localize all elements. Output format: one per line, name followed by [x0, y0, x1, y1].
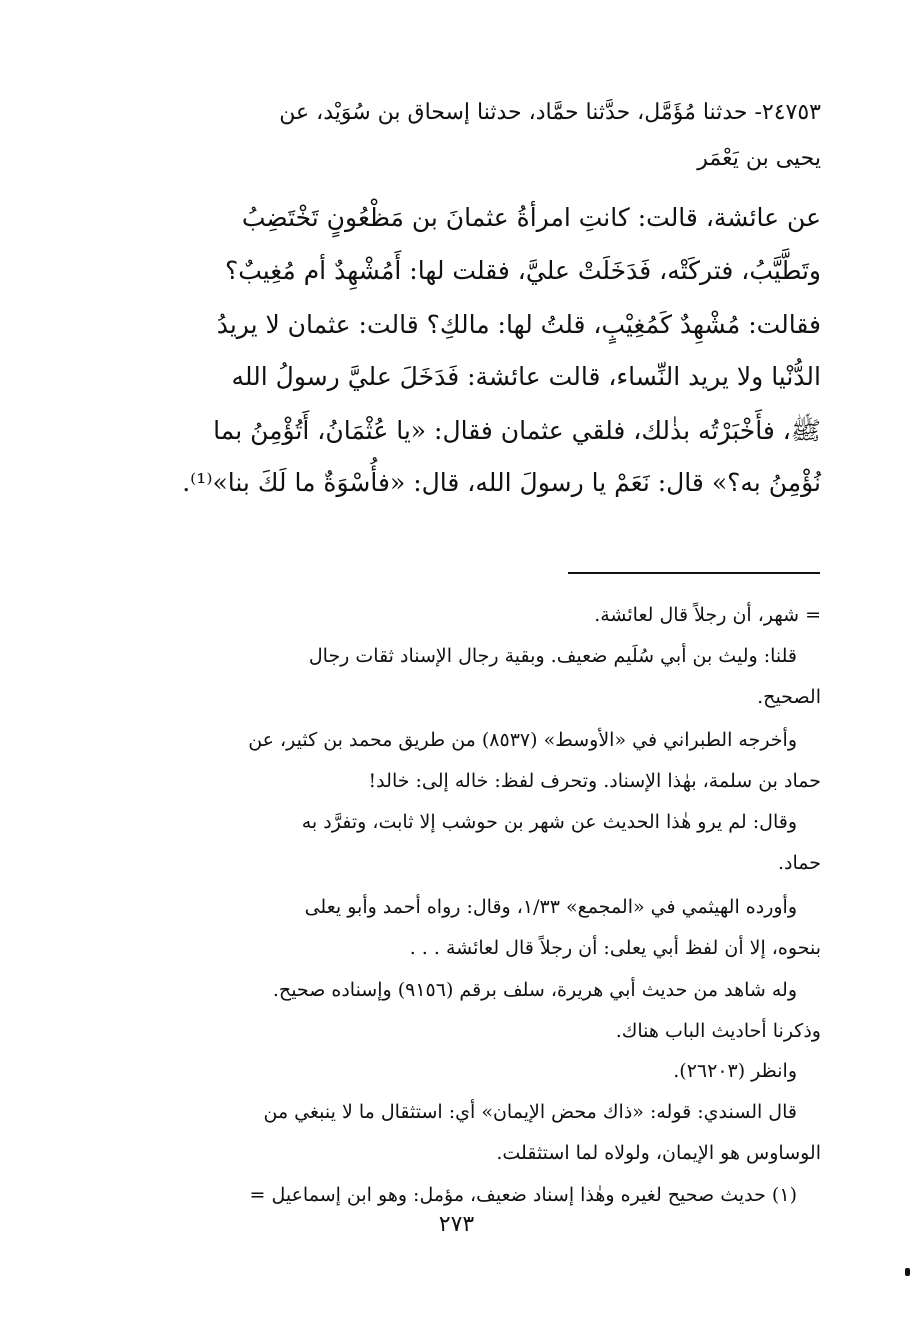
footnote-line: (١) حديث صحيح لغيره وهٰذا إسناد ضعيف، مؤمل: وهو ابن إسماعيل = — [249, 1184, 797, 1206]
footnote-line: وذكرنا أحاديث الباب هناك. — [615, 1020, 821, 1042]
hadith-text-line: فقالت: مُشْهِدٌ كَمُغِيْبٍ، قلتُ لها: مالكِ؟ قالت: عثمان لا يريدُ — [216, 310, 821, 339]
footnote-line: قلنا: وليث بن أبي سُلَيم ضعيف. وبقية رجال الإسناد ثقات رجال — [308, 645, 797, 667]
hadith-text-line: ﷺ، فأَخْبَرْتُه بذٰلك، فلقي عثمان فقال: «يا عُثْمَانُ، أَتُؤْمِنُ بما — [213, 416, 821, 445]
hadith-isnad-line-1: ٢٤٧٥٣- حدثنا مُؤَمَّل، حدَّثنا حمَّاد، حدثنا إسحاق بن سُوَيْد، عن — [279, 100, 821, 125]
footnote-line: الوساوس هو الإيمان، ولولاه لما استثقلت. — [496, 1142, 821, 1164]
hadith-isnad-line-2: يحيى بن يَعْمَر — [697, 146, 821, 171]
footnote-line: وأخرجه الطبراني في «الأوسط» (٨٥٣٧) من طريق محمد بن كثير، عن — [248, 729, 797, 751]
footnote-line: الصحيح. — [757, 686, 821, 708]
hadith-text-line: الدُّنْيا ولا يريد النِّساء، قالت عائشة: فَدَخَلَ عليَّ رسولُ الله — [231, 362, 821, 391]
hadith-text-line: نُؤْمِنُ به؟» قال: نَعَمْ يا رسولَ الله، قال: «فأُسْوَةٌ ما لَكَ بنا»⁽¹⁾. — [182, 468, 821, 497]
scan-edge-mark — [905, 1268, 910, 1276]
footnote-line: وله شاهد من حديث أبي هريرة، سلف برقم (٩١٥٦) وإسناده صحيح. — [272, 979, 797, 1001]
footnote-line: حماد. — [777, 852, 821, 874]
footnote-line: قال السندي: قوله: «ذاك محض الإيمان» أي: استثقال ما لا ينبغي من — [263, 1101, 797, 1123]
footnote-line: وقال: لم يرو هٰذا الحديث عن شهر بن حوشب إلا ثابت، وتفرَّد به — [301, 811, 797, 833]
footnote-line: = شهر، أن رجلاً قال لعائشة. — [594, 604, 821, 626]
hadith-text-line: عن عائشة، قالت: كانتِ امرأةُ عثمانَ بن مَظْعُونٍ تَخْتَضِبُ — [241, 203, 821, 232]
footnote-line: وانظر (٢٦٢٠٣). — [673, 1060, 797, 1082]
footnote-separator — [568, 572, 820, 574]
footnote-line: حماد بن سلمة، بهٰذا الإسناد. وتحرف لفظ: خاله إلى: خالد! — [368, 770, 821, 792]
footnote-line: بنحوه، إلا أن لفظ أبي يعلى: أن رجلاً قال لعائشة . . . — [409, 937, 821, 959]
footnote-line: وأورده الهيثمي في «المجمع» ١/٣٣، وقال: رواه أحمد وأبو يعلى — [304, 896, 797, 918]
page-number: ٢٧٣ — [438, 1212, 475, 1237]
hadith-text-line: وتَطَّيَّبُ، فتركَتْه، فَدَخَلَتْ عليَّ، فقلت لها: أَمُشْهِدٌ أم مُغِيبٌ؟ — [224, 256, 821, 285]
